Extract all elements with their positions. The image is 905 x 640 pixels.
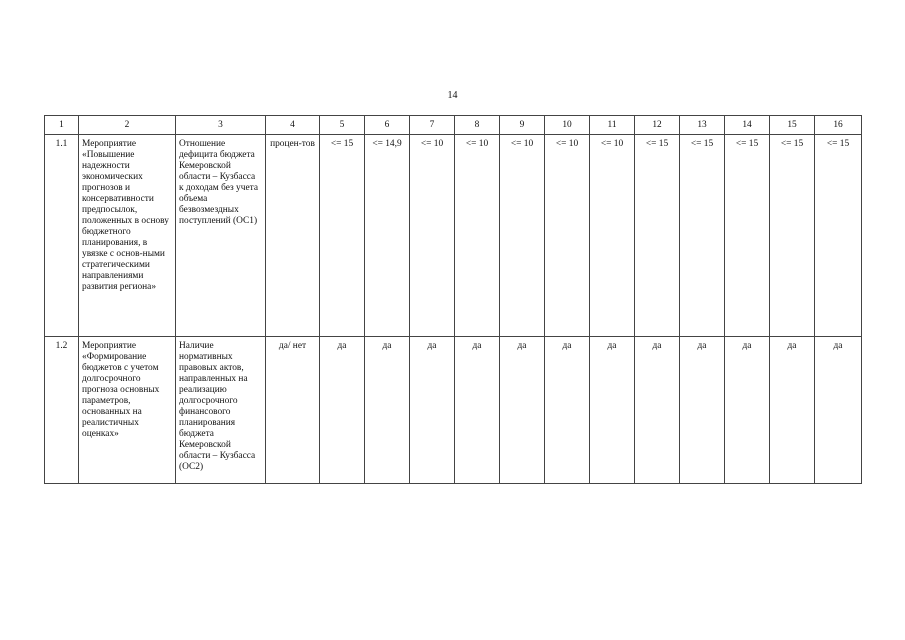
event-cell: Мероприятие «Повышение надежности экономических прогнозов и консервативности предпосылок, положенных в основу бюджетного планирования, в увязке с основ-ными стратегическими направлениями развития региона» [79,135,176,337]
value-cell: да [410,337,455,484]
value-cell: да [770,337,815,484]
indicator-cell: Наличие нормативных правовых актов, направленных на реализацию долгосрочного финансового планирования бюджета Кемеровской области – Кузбасса (ОС2) [176,337,266,484]
table-header-row [45,116,862,135]
value-cell: <= 14,9 [365,135,410,337]
indicators-table [44,115,862,484]
value-cell: <= 10 [410,135,455,337]
value-cell: <= 15 [815,135,862,337]
value-cell: да [815,337,862,484]
header-cell: 4 [266,116,320,135]
value-cell: <= 15 [680,135,725,337]
unit-cell: процен-тов [266,135,320,337]
indicator-cell: Отношение дефицита бюджета Кемеровской области – Кузбасса к доходам без учета объема безвозмездных поступлений (ОС1) [176,135,266,337]
header-cell: 16 [815,116,862,135]
unit-cell: да/ нет [266,337,320,484]
header-cell: 8 [455,116,500,135]
header-cell: 2 [79,116,176,135]
value-cell: <= 10 [455,135,500,337]
header-cell: 3 [176,116,266,135]
header-cell: 5 [320,116,365,135]
value-cell: да [725,337,770,484]
value-cell: да [590,337,635,484]
row-number-cell: 1.1 [45,135,79,337]
value-cell: да [320,337,365,484]
value-cell: <= 15 [725,135,770,337]
table-row [45,135,862,337]
value-cell: <= 15 [770,135,815,337]
value-cell: <= 10 [590,135,635,337]
page-number: 14 [447,90,458,101]
header-cell: 12 [635,116,680,135]
value-cell: да [455,337,500,484]
value-cell: <= 15 [635,135,680,337]
header-cell: 11 [590,116,635,135]
value-cell: <= 10 [500,135,545,337]
header-cell: 6 [365,116,410,135]
value-cell: да [680,337,725,484]
header-cell: 7 [410,116,455,135]
header-cell: 15 [770,116,815,135]
value-cell: <= 10 [545,135,590,337]
table-row [45,337,862,484]
header-cell: 9 [500,116,545,135]
header-cell: 1 [45,116,79,135]
header-cell: 14 [725,116,770,135]
event-cell: Мероприятие «Формирование бюджетов с учетом долгосрочного прогноза основных параметров, основанных на реалистичных оценках» [79,337,176,484]
header-cell: 10 [545,116,590,135]
header-cell: 13 [680,116,725,135]
value-cell: да [635,337,680,484]
row-number-cell: 1.2 [45,337,79,484]
value-cell: да [500,337,545,484]
value-cell: да [365,337,410,484]
value-cell: <= 15 [320,135,365,337]
value-cell: да [545,337,590,484]
